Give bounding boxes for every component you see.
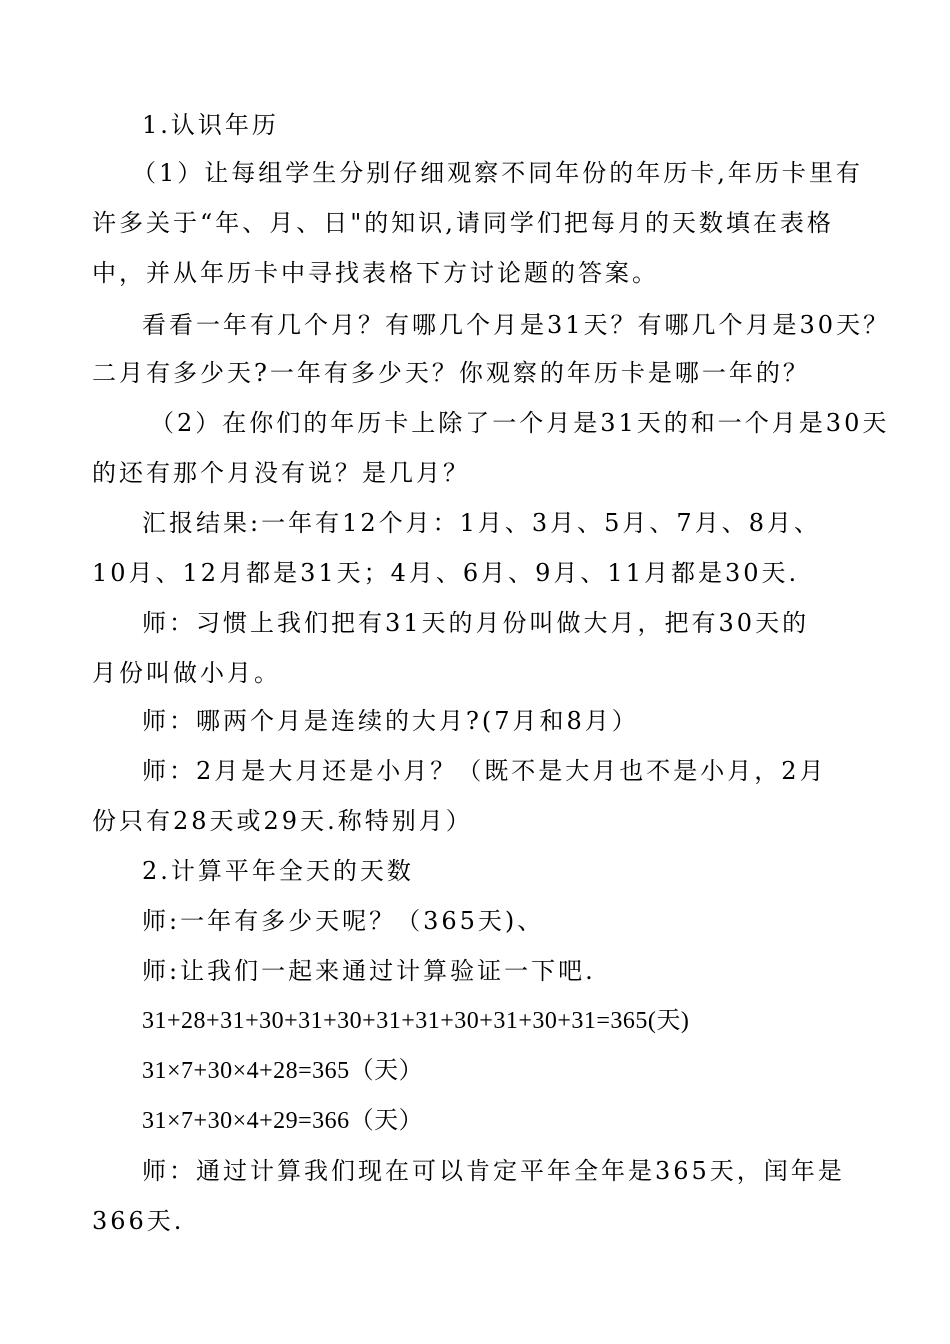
paragraph-line: 汇报结果:一年有12个月：1月、3月、5月、7月、8月、	[142, 509, 821, 537]
paragraph-line: 师：通过计算我们现在可以肯定平年全年是365天，闰年是	[142, 1157, 845, 1185]
section-heading-calendar: 1.认识年历	[142, 111, 279, 139]
paragraph-line: 中，并从年历卡中寻找表格下方讨论题的答案。	[92, 259, 659, 287]
paragraph-line: 二月有多少天?一年有多少天？你观察的年历卡是哪一年的？	[92, 359, 810, 387]
equation-line: 31+28+31+30+31+30+31+31+30+31+30+31=365(天)	[142, 1008, 690, 1034]
paragraph-line: 师：习惯上我们把有31天的月份叫做大月，把有30天的	[142, 609, 810, 637]
paragraph-line: 份只有28天或29天.称特别月）	[92, 807, 473, 835]
paragraph-line: 师:一年有多少天呢？（365天)、	[142, 907, 545, 935]
paragraph-line: 月份叫做小月。	[92, 659, 281, 687]
paragraph-line: 师：2月是大月还是小月？（既不是大月也不是小月，2月	[142, 757, 827, 785]
paragraph-line: 的还有那个月没有说？是几月？	[92, 459, 470, 487]
paragraph-line: 师:让我们一起来通过计算验证一下吧.	[142, 957, 596, 985]
section-heading-days: 2.计算平年全天的天数	[142, 857, 414, 885]
paragraph-line: 许多关于“年、月、日"的知识,请同学们把每月的天数填在表格	[92, 209, 834, 237]
paragraph-line: （2）在你们的年历卡上除了一个月是31天的和一个月是30天	[150, 409, 890, 437]
equation-line: 31×7+30×4+28=365（天）	[142, 1058, 424, 1084]
paragraph-line: 10月、12月都是31天；4月、6月、9月、11月都是30天.	[92, 559, 800, 587]
paragraph-line: （1）让每组学生分别仔细观察不同年份的年历卡,年历卡里有	[132, 159, 863, 187]
paragraph-line: 366天.	[92, 1207, 185, 1235]
paragraph-line: 看看一年有几个月？有哪几个月是31天？有哪几个月是30天？	[142, 311, 891, 339]
equation-line: 31×7+30×4+29=366（天）	[142, 1108, 424, 1134]
paragraph-line: 师：哪两个月是连续的大月?(7月和8月）	[142, 707, 639, 735]
